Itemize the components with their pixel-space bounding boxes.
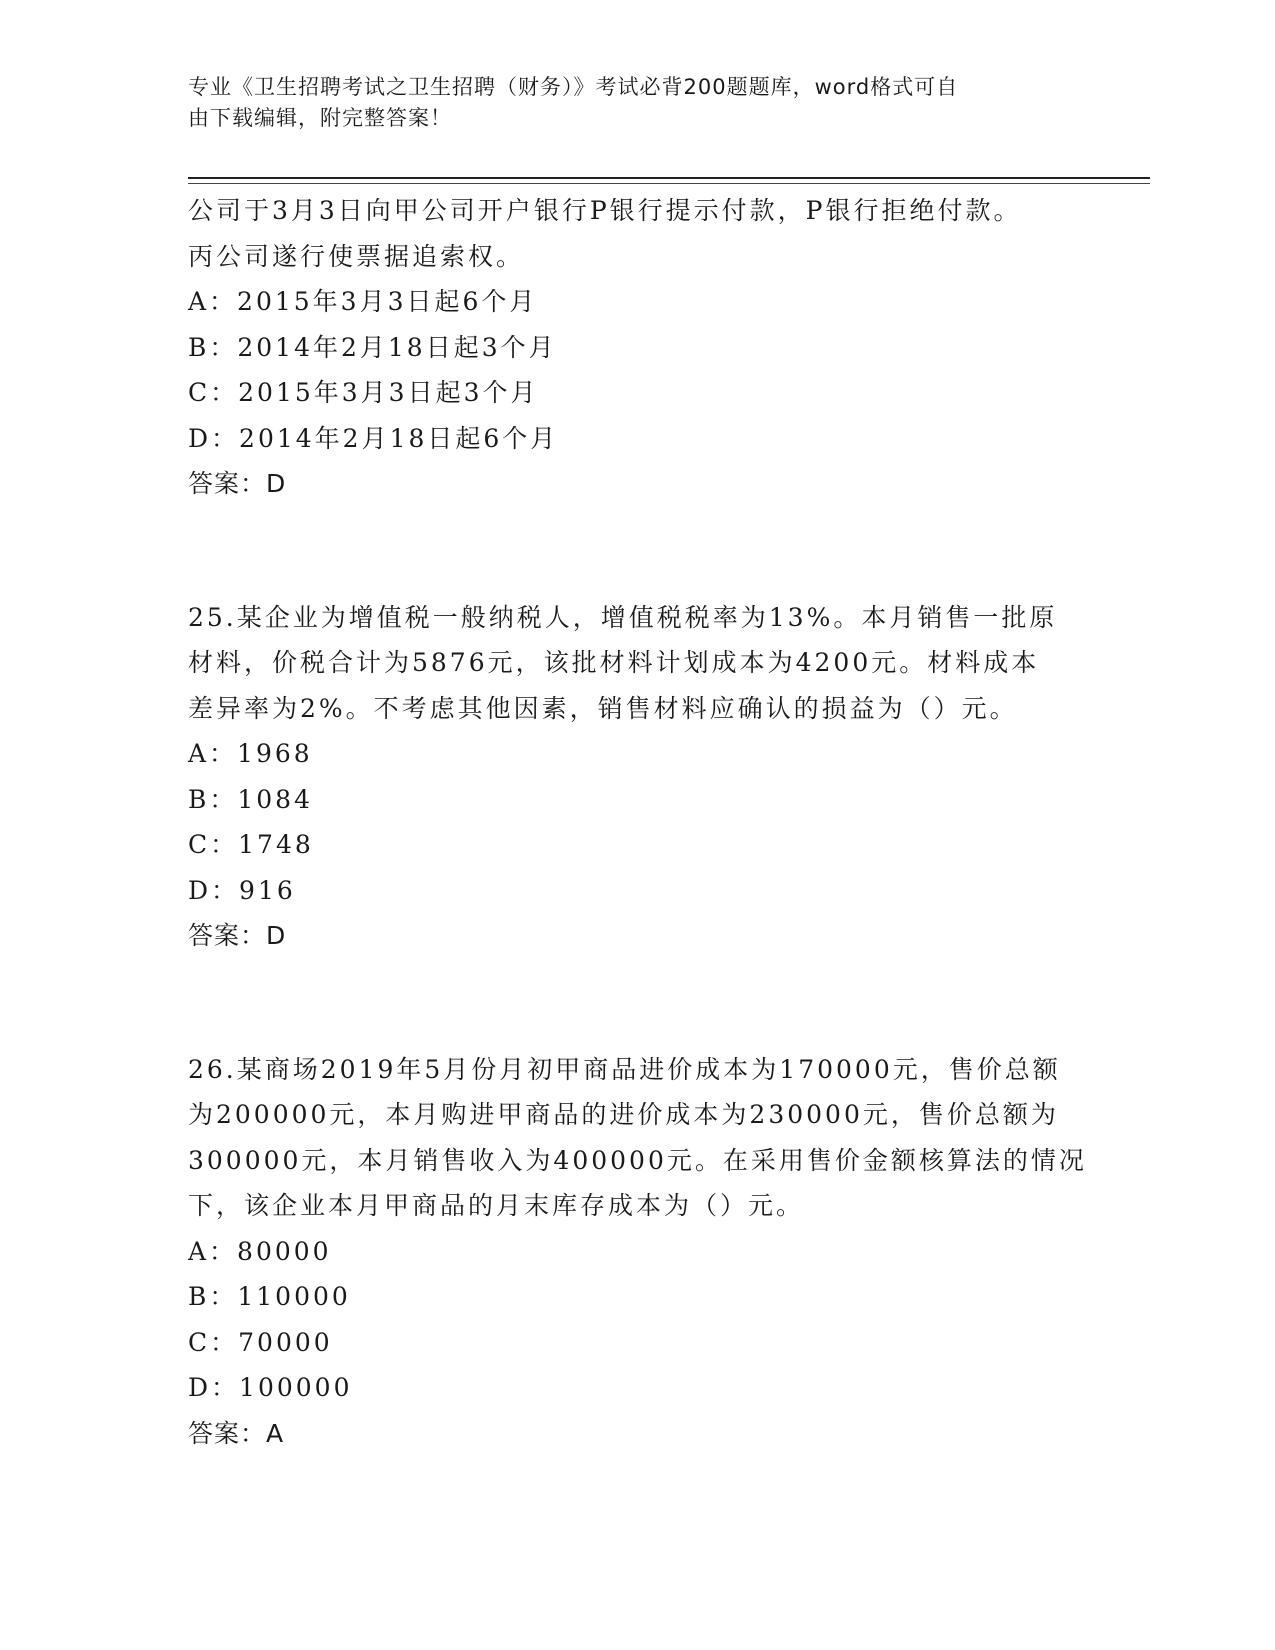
option-c: C：1748 [188, 830, 314, 859]
option-b: B：2014年2月18日起3个月 [188, 332, 557, 362]
question-gap [188, 959, 1088, 1047]
question-block-25 [188, 595, 1088, 959]
question-block-26 [188, 1047, 1088, 1457]
header-divider-thin [188, 183, 1150, 184]
question-text-line: 为200000元，本月购进甲商品的进价成本为230000元，售价总额为 [188, 1100, 1059, 1129]
answer-line: 答案：A [188, 1418, 285, 1448]
header-title-line-2: 由下载编辑，附完整答案！ [188, 106, 452, 130]
option-a: A：80000 [188, 1236, 332, 1266]
option-d: D：916 [188, 875, 296, 905]
answer-line: 答案：D [188, 469, 287, 498]
question-text-line: 材料，价税合计为5876元，该批材料计划成本为4200元。材料成本 [188, 648, 1040, 677]
answer-line: 答案：D [188, 921, 287, 950]
option-b: B：110000 [188, 1282, 351, 1311]
header-title-line-1: 专业《卫生招聘考试之卫生招聘（财务）》考试必背200题题库，word格式可自 [188, 75, 959, 99]
question-text-line: 26.某商场2019年5月份月初甲商品进价成本为170000元，售价总额 [188, 1054, 1061, 1084]
question-text-line: 300000元，本月销售收入为400000元。在采用售价金额核算法的情况 [188, 1145, 1087, 1175]
option-b: B：1084 [188, 784, 313, 814]
option-a: A：1968 [188, 739, 313, 768]
option-d: D：100000 [188, 1373, 353, 1402]
option-d: D：2014年2月18日起6个月 [188, 423, 559, 453]
question-gap [188, 507, 1088, 595]
document-header [188, 72, 1068, 134]
option-c: C：2015年3月3日起3个月 [188, 378, 539, 407]
option-c: C：70000 [188, 1327, 333, 1357]
question-text-line: 丙公司遂行使票据追索权。 [188, 241, 525, 271]
header-divider [188, 177, 1150, 179]
document-body [188, 188, 1088, 1456]
option-a: A：2015年3月3日起6个月 [188, 287, 538, 316]
question-text-line: 公司于3月3日向甲公司开户银行P银行提示付款，P银行拒绝付款。 [188, 196, 1022, 225]
question-text-line: 下，该企业本月甲商品的月末库存成本为（）元。 [188, 1191, 805, 1220]
question-text-line: 差异率为2%。不考虑其他因素，销售材料应确认的损益为（）元。 [188, 693, 1018, 723]
question-text-line: 25.某企业为增值税一般纳税人，增值税税率为13%。本月销售一批原 [188, 602, 1058, 632]
question-block-24 [188, 188, 1088, 507]
